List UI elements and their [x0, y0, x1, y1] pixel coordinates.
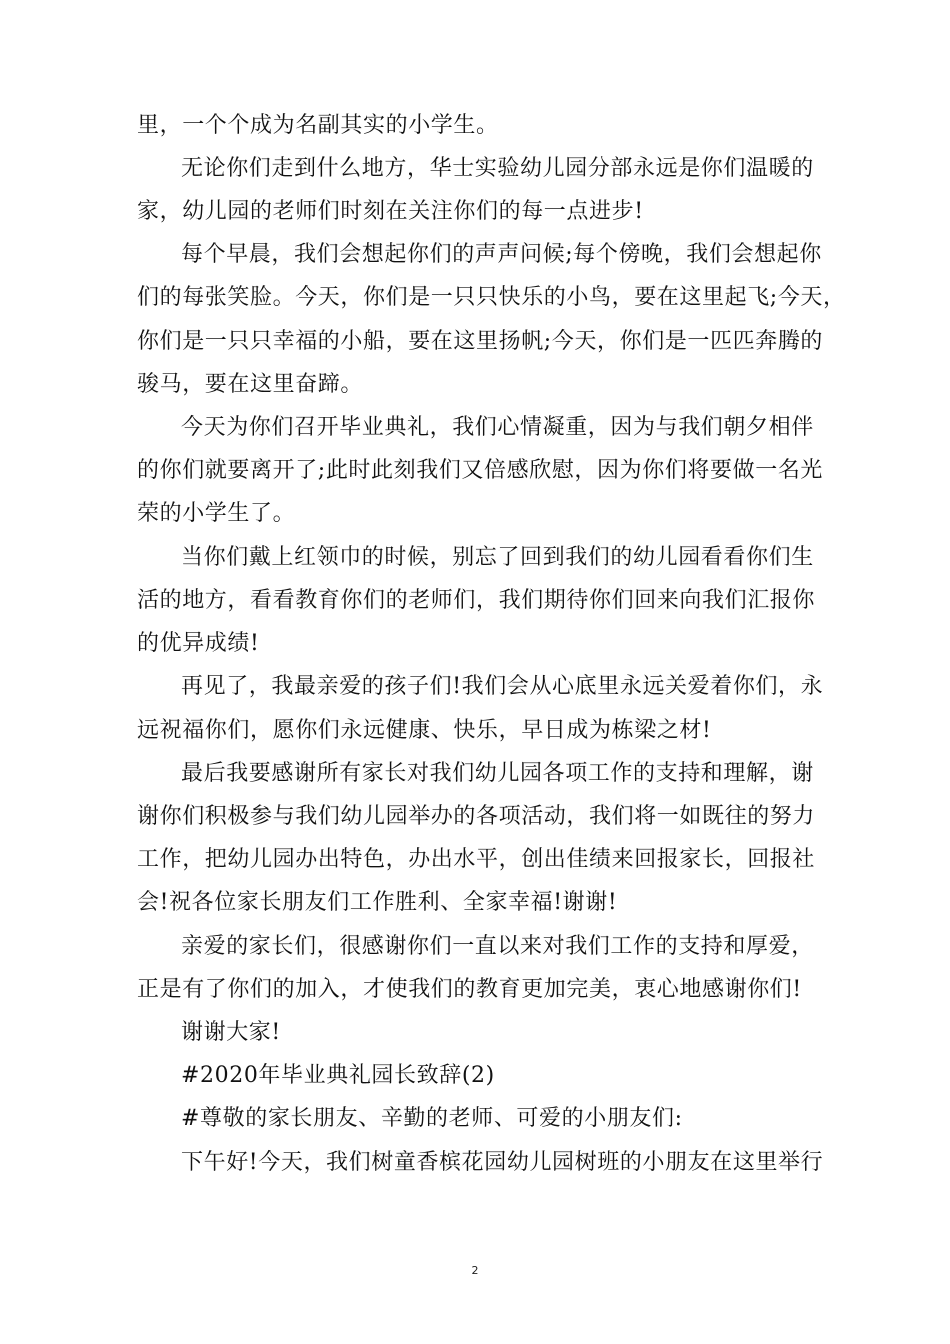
text-line: 家，幼儿园的老师们时刻在关注你们的每一点进步! — [137, 199, 644, 224]
text-line: 远祝福你们，愿你们永远健康、快乐，早日成为栋梁之材! — [137, 718, 712, 743]
text-line: 的你们就要离开了;此时此刻我们又倍感欣慰，因为你们将要做一名光 — [137, 458, 824, 483]
page-number: 2 — [471, 1264, 479, 1277]
text-line: 今天为你们召开毕业典礼，我们心情凝重，因为与我们朝夕相伴 — [181, 415, 814, 440]
text-line: 再见了，我最亲爱的孩子们!我们会从心底里永远关爱着你们，永 — [181, 674, 824, 699]
text-line: 的优异成绩! — [137, 631, 260, 656]
text-line: 最后我要感谢所有家长对我们幼儿园各项工作的支持和理解，谢 — [181, 761, 814, 786]
text-line: 你们是一只只幸福的小船，要在这里扬帆;今天，你们是一匹匹奔腾的 — [137, 329, 824, 354]
text-line: 会!祝各位家长朋友们工作胜利、全家幸福!谢谢! — [137, 890, 618, 915]
text-line: 下午好!今天，我们树童香槟花园幼儿园树班的小朋友在这里举行 — [181, 1150, 824, 1175]
text-line: 谢你们积极参与我们幼儿园举办的各项活动，我们将一如既往的努力 — [137, 804, 816, 829]
text-line: 当你们戴上红领巾的时候，别忘了回到我们的幼儿园看看你们生 — [181, 545, 814, 570]
text-line: 谢谢大家! — [181, 1020, 281, 1045]
section-heading: #2020年毕业典礼园长致辞(2) — [181, 1063, 495, 1088]
text-line: 活的地方，看看教育你们的老师们，我们期待你们回来向我们汇报你 — [137, 588, 816, 613]
text-line: 每个早晨，我们会想起你们的声声问候;每个傍晚，我们会想起你 — [181, 242, 822, 267]
text-line: 正是有了你们的加入，才使我们的教育更加完美，衷心地感谢你们! — [137, 977, 802, 1002]
text-line: 骏马，要在这里奋蹄。 — [137, 372, 364, 397]
text-line: 工作，把幼儿园办出特色，办出水平，创出佳绩来回报家长，回报社 — [137, 847, 816, 872]
text-line: 无论你们走到什么地方，华士实验幼儿园分部永远是你们温暖的 — [181, 156, 814, 181]
text-line: 们的每张笑脸。今天，你们是一只只快乐的小鸟，要在这里起飞;今天， — [137, 285, 846, 310]
text-line: 亲爱的家长们，很感谢你们一直以来对我们工作的支持和厚爱， — [181, 934, 814, 959]
text-line: 荣的小学生了。 — [137, 501, 296, 526]
text-line: 里，一个个成为名副其实的小学生。 — [137, 113, 499, 138]
salutation-line: #尊敬的家长朋友、辛勤的老师、可爱的小朋友们: — [181, 1106, 683, 1131]
